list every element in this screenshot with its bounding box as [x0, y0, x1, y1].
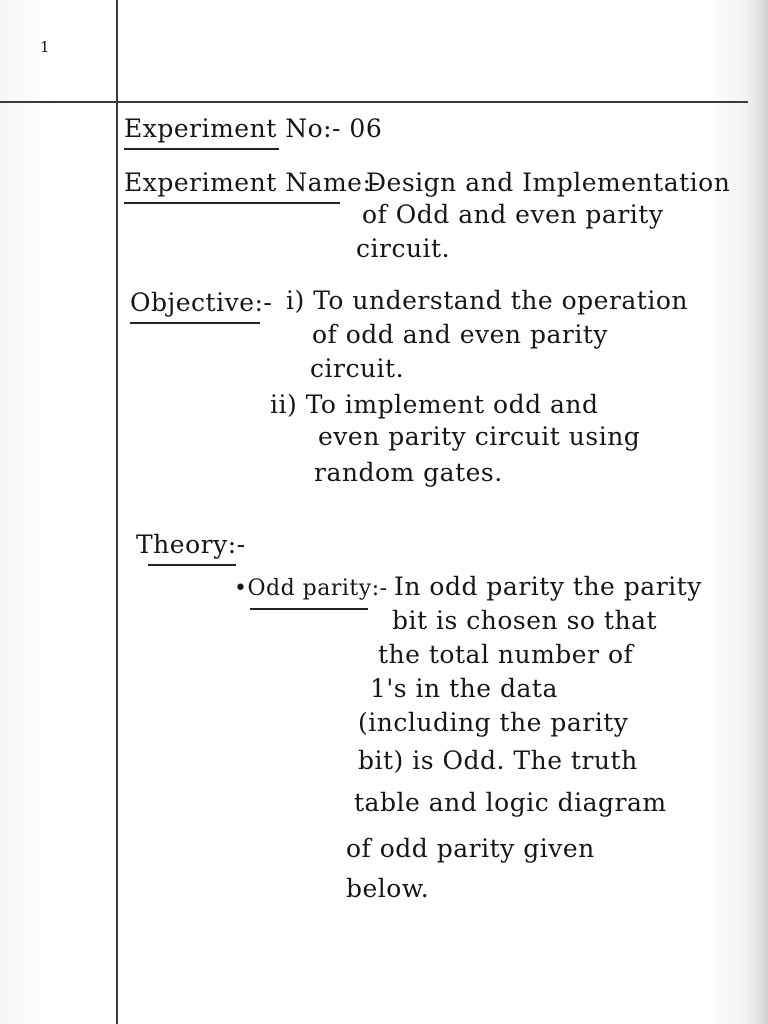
objective-item-1-line-1: i) To understand the operation: [286, 286, 688, 315]
objective-underline: [130, 322, 260, 324]
odd-parity-line-4: 1's in the data: [370, 674, 558, 703]
odd-parity-line-6: bit) is Odd. The truth: [358, 746, 638, 775]
odd-parity-label: •Odd parity:-: [234, 576, 388, 601]
page-number: 1: [40, 38, 50, 56]
objective-item-2-line-1: ii) To implement odd and: [270, 390, 599, 419]
odd-parity-line-9: below.: [346, 874, 430, 903]
odd-parity-underline: [250, 608, 368, 610]
experiment-number-label: Experiment No:- 06: [124, 114, 383, 143]
odd-parity-line-1: In odd parity the parity: [394, 572, 702, 601]
objective-item-2-line-2: even parity circuit using: [318, 422, 641, 451]
odd-parity-line-3: the total number of: [378, 640, 634, 669]
theory-underline: [148, 564, 236, 566]
objective-item-1-line-3: circuit.: [310, 354, 405, 383]
page-edge-shadow: [746, 0, 768, 1024]
margin-rule: [116, 0, 118, 1024]
odd-parity-line-5: (including the parity: [358, 708, 629, 737]
experiment-name-underline: [124, 202, 340, 204]
experiment-number-underline: [124, 148, 279, 150]
odd-parity-line-2: bit is chosen so that: [392, 606, 658, 635]
objective-item-1-line-2: of odd and even parity: [312, 320, 608, 349]
experiment-name-label: Experiment Name:-: [124, 168, 381, 197]
header-rule: [0, 101, 748, 103]
experiment-name-line-3: circuit.: [356, 234, 451, 263]
objective-item-2-line-3: random gates.: [314, 458, 503, 487]
odd-parity-line-8: of odd parity given: [346, 834, 595, 863]
theory-label: Theory:-: [136, 530, 246, 559]
experiment-name-line-2: of Odd and even parity: [362, 200, 664, 229]
objective-label: Objective:-: [130, 288, 273, 317]
odd-parity-line-7: table and logic diagram: [354, 788, 667, 817]
experiment-name-line-1: Design and Implementation: [366, 168, 731, 197]
